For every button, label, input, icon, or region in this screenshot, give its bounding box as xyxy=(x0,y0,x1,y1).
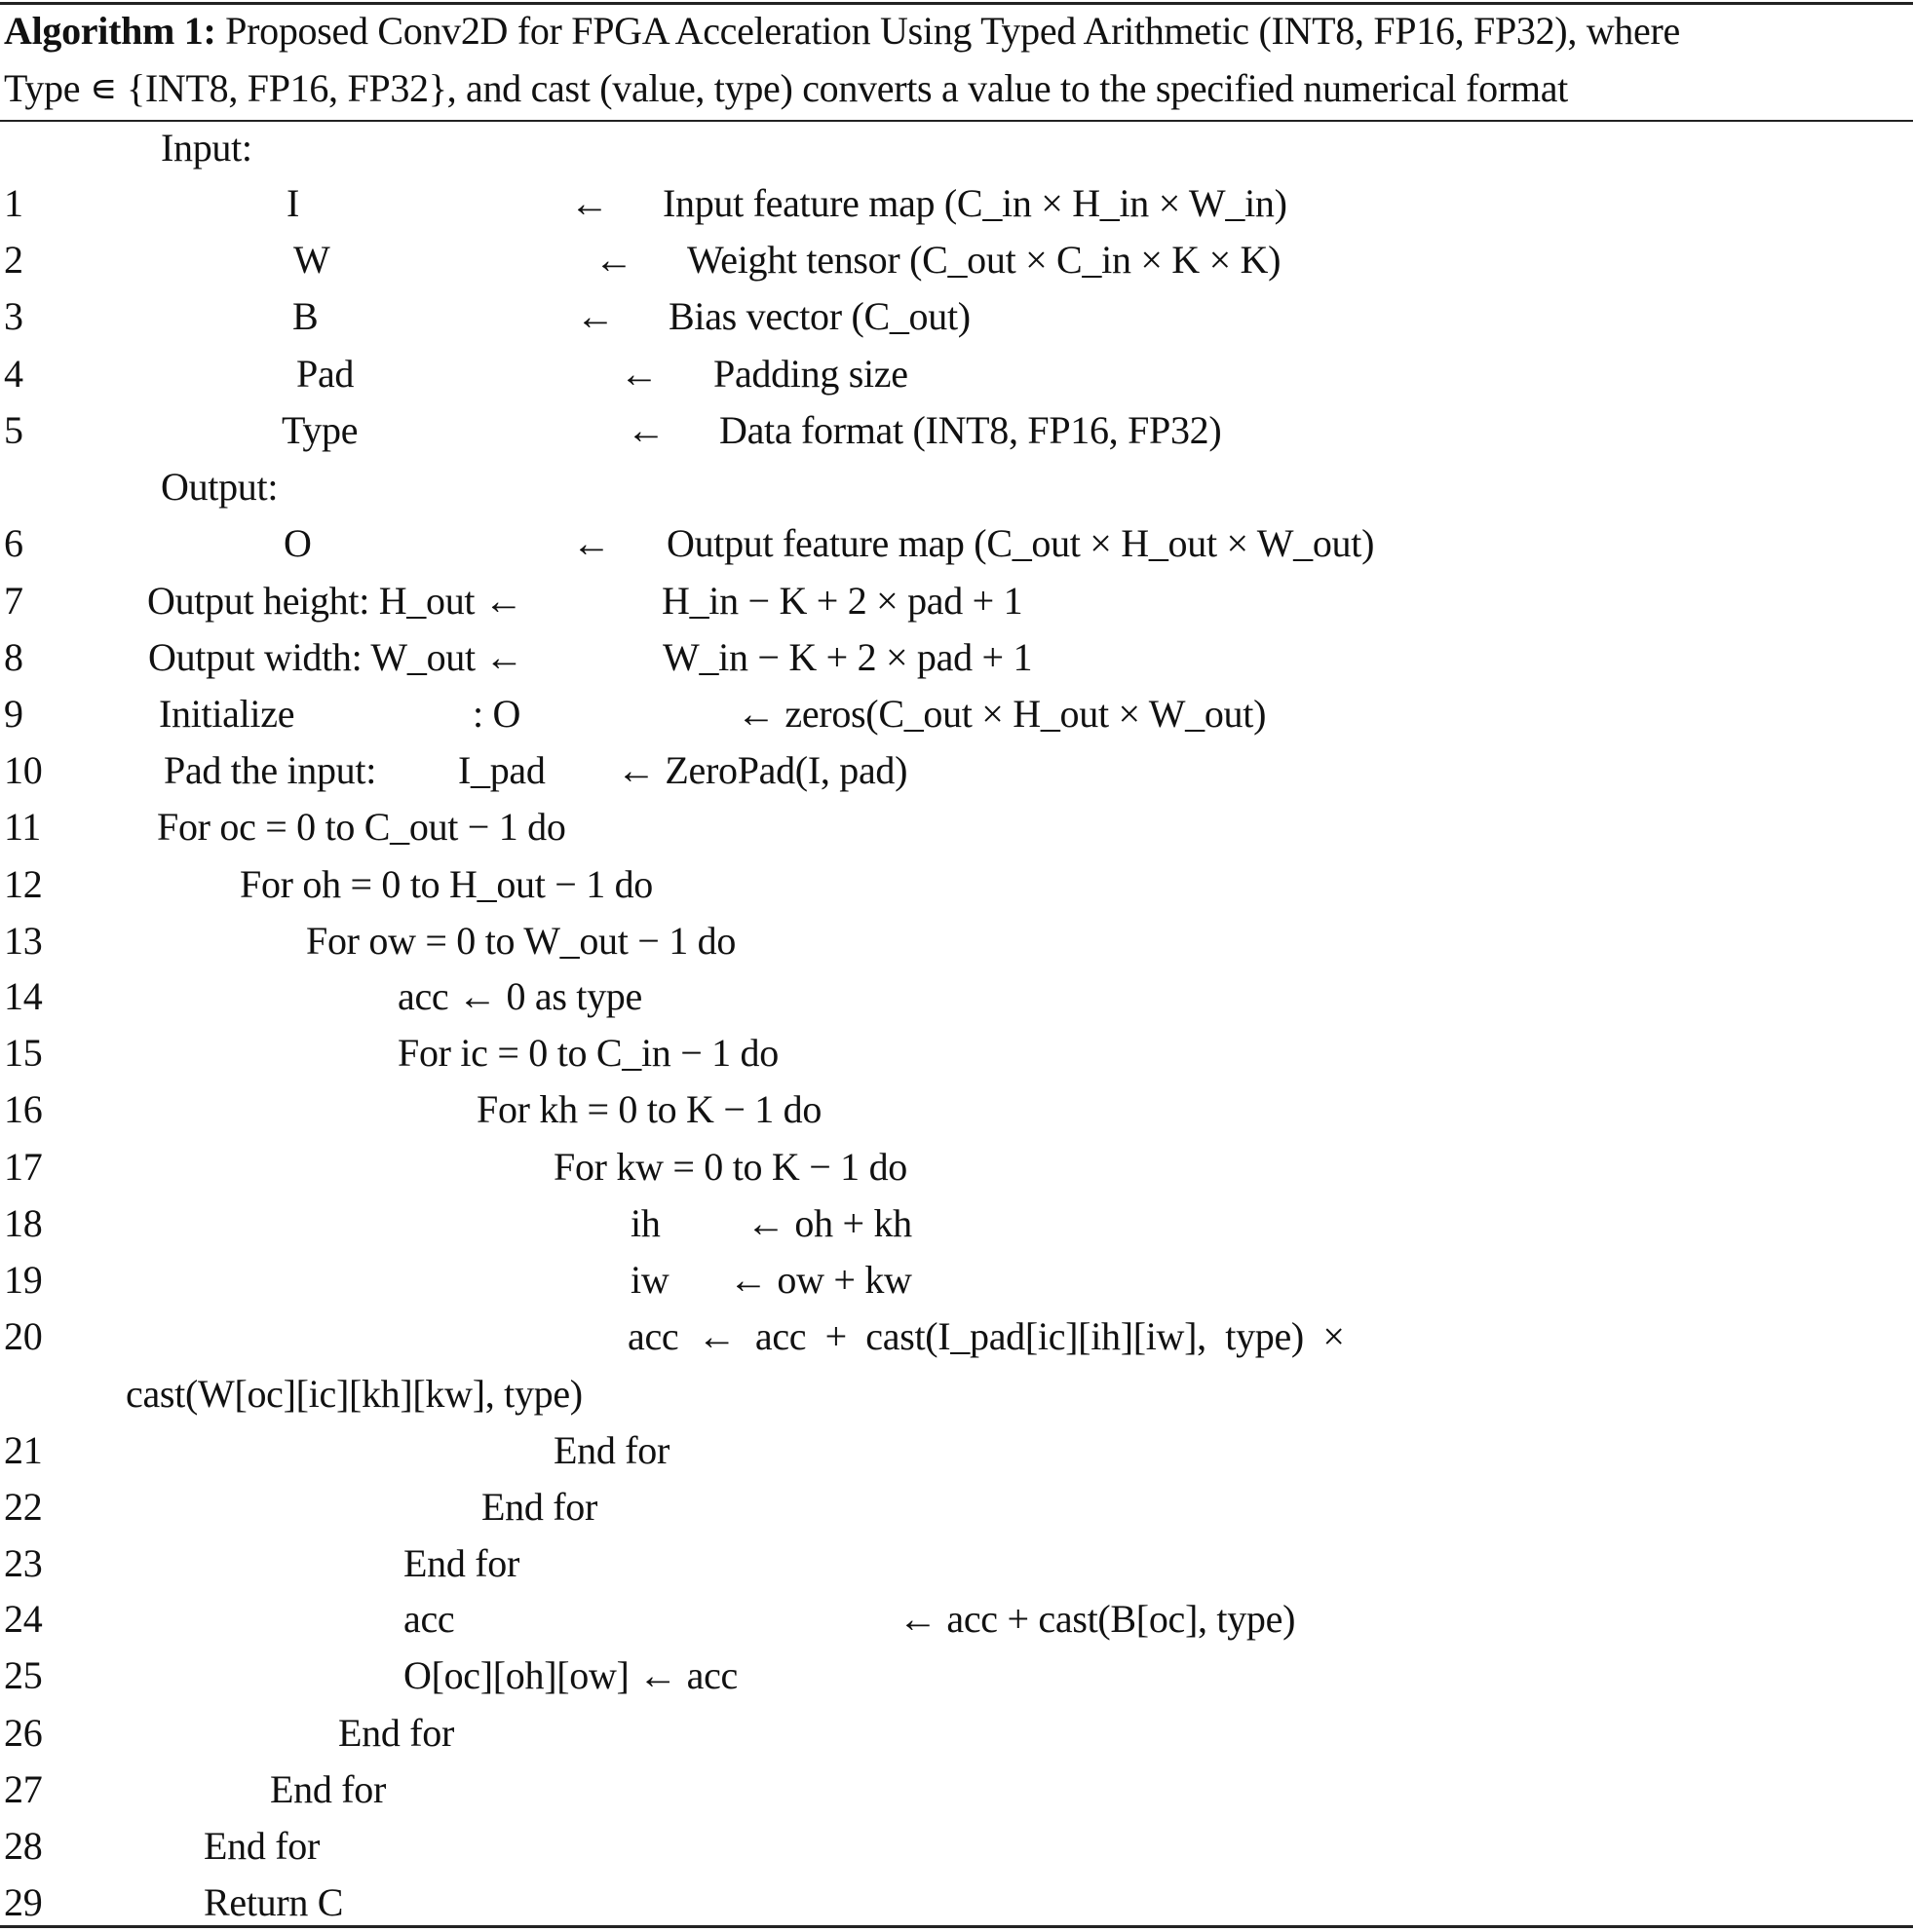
caption-line-1 xyxy=(4,9,1680,53)
stmt: End for xyxy=(481,1485,597,1529)
line-number: 4 xyxy=(4,352,23,396)
caption-line-2: Type ∊ {INT8, FP16, FP32}, and cast (value, type) converts a value to the specified numerical format xyxy=(4,66,1568,110)
bottom-rule xyxy=(0,1925,1913,1928)
stmt-lhs: Output width: W_out ← xyxy=(148,635,524,679)
var-desc: Input feature map (C_in × H_in × W_in) xyxy=(663,181,1287,225)
assign-arrow: ← xyxy=(620,352,659,396)
stmt-rhs: ← ow + kw xyxy=(729,1258,912,1302)
stmt-rhs: W_in − K + 2 × pad + 1 xyxy=(663,635,1033,679)
stmt-rhs: ← oh + kh xyxy=(746,1201,912,1245)
var-desc: Padding size xyxy=(713,352,908,396)
line-number: 7 xyxy=(4,579,23,623)
var-name: O xyxy=(284,521,312,565)
line-number: 17 xyxy=(4,1145,43,1189)
stmt-lhs: acc xyxy=(403,1597,455,1641)
line-number: 11 xyxy=(4,805,41,849)
line-number: 18 xyxy=(4,1201,43,1245)
stmt: acc ← acc + cast(I_pad[ic][ih][iw], type) × xyxy=(628,1314,1345,1358)
line-number: 2 xyxy=(4,238,23,282)
stmt: For ow = 0 to W_out − 1 do xyxy=(306,919,737,963)
section-input: Input: xyxy=(161,126,252,170)
line-number: 12 xyxy=(4,862,43,906)
stmt: For ic = 0 to C_in − 1 do xyxy=(398,1031,779,1075)
line-number: 21 xyxy=(4,1428,43,1472)
caption-text-1: Proposed Conv2D for FPGA Acceleration Using Typed Arithmetic (INT8, FP16, FP32), where xyxy=(215,9,1680,53)
stmt-continuation: cast(W[oc][ic][kh][kw], type) xyxy=(126,1372,583,1416)
line-number: 6 xyxy=(4,521,23,565)
stmt-target: : O xyxy=(473,692,521,736)
line-number: 27 xyxy=(4,1767,43,1811)
caption-rule xyxy=(0,120,1913,122)
stmt-lhs: Initialize xyxy=(159,692,295,736)
line-number: 26 xyxy=(4,1711,43,1755)
line-number: 1 xyxy=(4,181,23,225)
assign-arrow: ← xyxy=(594,238,633,282)
algorithm-label: Algorithm 1: xyxy=(4,9,216,53)
stmt: For kh = 0 to K − 1 do xyxy=(477,1087,823,1131)
line-number: 20 xyxy=(4,1314,43,1358)
line-number: 5 xyxy=(4,408,23,452)
var-name: Type xyxy=(282,408,359,452)
line-number: 10 xyxy=(4,748,43,792)
stmt-rhs: ← acc + cast(B[oc], type) xyxy=(899,1597,1296,1641)
stmt-target: I_pad xyxy=(458,748,546,792)
stmt: For oc = 0 to C_out − 1 do xyxy=(157,805,566,849)
stmt-lhs: ih xyxy=(631,1201,661,1245)
stmt: End for xyxy=(270,1767,386,1811)
line-number: 8 xyxy=(4,635,23,679)
line-number: 25 xyxy=(4,1653,43,1697)
stmt: O[oc][oh][ow] ← acc xyxy=(403,1653,739,1697)
stmt: End for xyxy=(204,1824,320,1868)
line-number: 3 xyxy=(4,294,23,338)
line-number: 24 xyxy=(4,1597,43,1641)
line-number: 16 xyxy=(4,1087,43,1131)
var-name: I xyxy=(287,181,300,225)
var-name: B xyxy=(292,294,319,338)
assign-arrow: ← xyxy=(627,408,666,452)
line-number: 22 xyxy=(4,1485,43,1529)
stmt-rhs: ← zeros(C_out × H_out × W_out) xyxy=(737,692,1267,736)
stmt: End for xyxy=(338,1711,454,1755)
var-desc: Bias vector (C_out) xyxy=(669,294,971,338)
line-number: 28 xyxy=(4,1824,43,1868)
stmt: For kw = 0 to K − 1 do xyxy=(554,1145,907,1189)
assign-arrow: ← xyxy=(572,521,611,565)
var-desc: Output feature map (C_out × H_out × W_out) xyxy=(667,521,1375,565)
var-desc: Weight tensor (C_out × C_in × K × K) xyxy=(687,238,1282,282)
var-desc: Data format (INT8, FP16, FP32) xyxy=(719,408,1222,452)
stmt: Return C xyxy=(204,1880,344,1924)
stmt-lhs: iw xyxy=(631,1258,670,1302)
line-number: 23 xyxy=(4,1541,43,1585)
line-number: 14 xyxy=(4,974,43,1018)
section-output: Output: xyxy=(161,465,279,509)
stmt-rhs: ← ZeroPad(I, pad) xyxy=(617,748,908,792)
line-number: 13 xyxy=(4,919,43,963)
stmt: acc ← 0 as type xyxy=(398,974,642,1018)
var-name: W xyxy=(293,238,330,282)
stmt: End for xyxy=(554,1428,670,1472)
assign-arrow: ← xyxy=(576,294,615,338)
var-name: Pad xyxy=(296,352,355,396)
assign-arrow: ← xyxy=(570,181,609,225)
stmt: End for xyxy=(403,1541,519,1585)
stmt: For oh = 0 to H_out − 1 do xyxy=(240,862,653,906)
top-rule xyxy=(0,2,1913,5)
line-number: 29 xyxy=(4,1880,43,1924)
line-number: 15 xyxy=(4,1031,43,1075)
line-number: 9 xyxy=(4,692,23,736)
stmt-rhs: H_in − K + 2 × pad + 1 xyxy=(662,579,1023,623)
stmt-lhs: Pad the input: xyxy=(164,748,377,792)
line-number: 19 xyxy=(4,1258,43,1302)
stmt-lhs: Output height: H_out ← xyxy=(147,579,523,623)
